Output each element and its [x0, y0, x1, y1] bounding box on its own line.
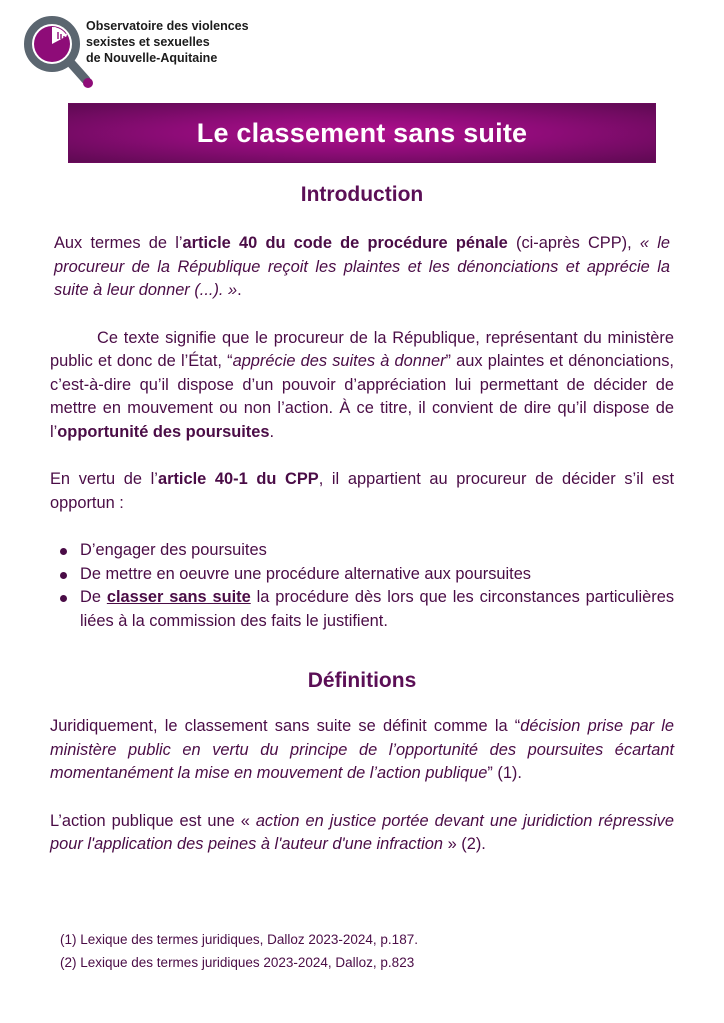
text-run: En vertu de l’ [50, 470, 158, 488]
footnotes [60, 928, 660, 974]
definition-quote: action en justice portée devant une juridiction répressive pour l'application des peines à l'auteur d'une infraction [50, 811, 674, 853]
page-title: Le classement sans suite [196, 117, 528, 148]
footnote-2: (2) Lexique des termes juridiques 2023-2024, Dalloz, p.823 [60, 955, 415, 970]
main-content [50, 183, 674, 857]
text-run: (ci-après CPP), [507, 234, 640, 252]
list-item-text: De mettre en oeuvre une procédure alternative aux poursuites [80, 564, 532, 583]
explanation-paragraph [50, 327, 674, 445]
options-list [50, 539, 674, 633]
definition-quote: décision prise par le ministère public en vertu du principe de l’opportunité des poursuites écartant momentanément la mise en mouvement de l’action publique [50, 717, 674, 782]
organization-name [86, 18, 249, 66]
list-item [80, 539, 674, 563]
text-run: . [269, 422, 275, 441]
title-banner [68, 103, 656, 163]
bullet-icon [60, 548, 67, 555]
definition-paragraph-2 [50, 810, 674, 857]
list-item-text: D’engager des poursuites [80, 541, 267, 559]
org-name-line3: de Nouvelle-Aquitaine [86, 51, 218, 65]
magnifier-pie-chart-icon [22, 14, 96, 90]
article-40-1-paragraph [50, 468, 674, 515]
text-run: Juridiquement, le classement sans suite se définit comme la “ [50, 717, 521, 735]
intro-paragraph [54, 232, 670, 303]
text-run: . [237, 281, 242, 299]
introduction-heading: Introduction [300, 183, 424, 206]
article-40-reference: article 40 du code de procédure pénale [182, 234, 508, 252]
org-name-line2: sexistes et sexuelles [86, 35, 210, 49]
text-run: Aux termes de l’ [54, 234, 183, 252]
footnote-1: (1) Lexique des termes juridiques, Dalloz 2023-2024, p.187. [60, 932, 418, 947]
text-run: ” aux plaintes et dénonciations, c’est-à-dire qu’il dispose d’un pouvoir d’appréciation lui permettant de décider de mettre en mouvement ou non l’action. À ce titre, il convient de dire qu’il dispose de l’ [50, 352, 674, 441]
list-item-text: De [80, 588, 107, 606]
bullet-icon [60, 572, 67, 579]
text-run: ” (1). [487, 764, 522, 782]
opportunite-term: opportunité des poursuites [57, 422, 270, 441]
quoted-phrase: apprécie des suites à donner [232, 352, 446, 370]
text-run: » (2). [443, 835, 486, 853]
text-run: , il appartient au procureur de décider s’il est opportun : [50, 470, 674, 512]
definitions-heading: Définitions [307, 669, 417, 692]
list-item-text: la procédure dès lors que les circonstances particulières liées à la commission des faits le justifient. [80, 588, 675, 630]
bullet-icon [60, 595, 67, 602]
text-run: L’action publique est une « [50, 811, 256, 830]
classer-sans-suite-term: classer sans suite [106, 588, 251, 606]
header [22, 14, 342, 90]
list-item [80, 586, 674, 633]
article-40-1-reference: article 40-1 du CPP [157, 470, 319, 488]
org-name-line1: Observatoire des violences [86, 19, 249, 33]
article-40-quote: « le procureur de la République reçoit les plaintes et les dénonciations et apprécie la suite à leur donner (...). » [54, 234, 670, 299]
list-item [80, 563, 674, 587]
text-run: Ce texte signifie que le procureur de la République, représentant du ministère public et donc de l’État, “ [50, 328, 674, 370]
definition-paragraph-1 [50, 715, 674, 786]
